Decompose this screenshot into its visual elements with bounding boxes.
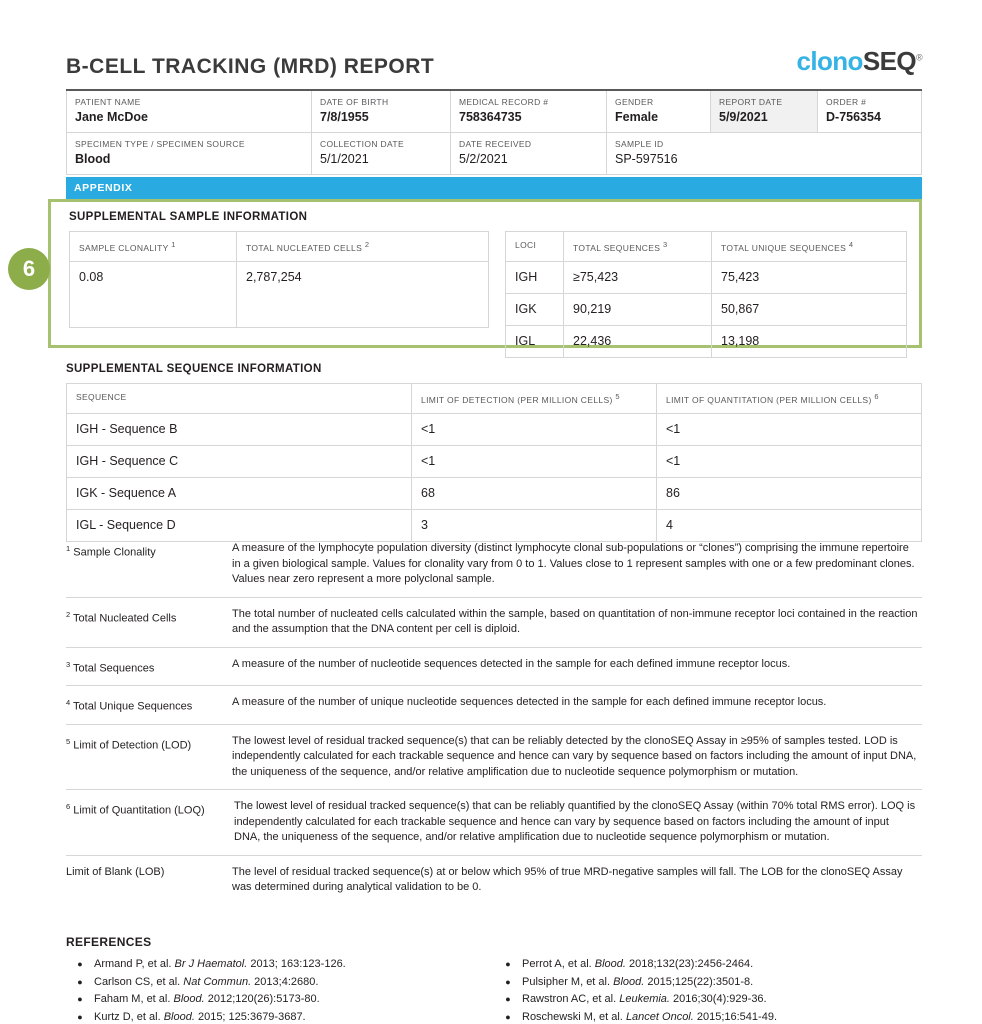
footnote-term — [66, 541, 232, 588]
reference-citation: 2013;4:2680. — [251, 975, 319, 988]
appendix-section-bar — [66, 177, 922, 199]
clonoseq-logo — [797, 46, 923, 77]
footnote-item — [66, 534, 922, 597]
references-list — [66, 956, 922, 1024]
cell-total-unique-sequences: 50,867 — [712, 293, 907, 325]
reference-journal: Blood. — [163, 1010, 195, 1023]
footnote-term — [66, 695, 232, 715]
column-header-lod — [412, 384, 657, 414]
list-item — [66, 956, 494, 974]
field-label: GENDER — [615, 97, 654, 107]
field-value: 5/1/2021 — [320, 152, 369, 166]
footnote-item — [66, 647, 922, 686]
table-row — [506, 293, 907, 325]
footnote-description: The total number of nucleated cells calculated within the sample, based on quantitation of non-immune receptor loci contained in the reaction and the assumption that the DNA content per cell is diploid. — [232, 607, 918, 635]
field-report-date — [711, 90, 818, 133]
reference-citation: 2015;16:541-49. — [693, 1010, 777, 1023]
header-text: SEQUENCE — [76, 392, 127, 402]
footnote-marker: 2 — [66, 609, 71, 619]
cell-sequence: IGH - Sequence C — [67, 445, 412, 477]
callout-badge-6: 6 — [8, 248, 50, 290]
footnote-term-text: Limit of Blank (LOB) — [66, 865, 165, 878]
footnote-marker: 1 — [171, 240, 176, 249]
cell-loq: 86 — [657, 477, 922, 509]
header-text: LOCI — [515, 240, 537, 250]
table-row — [506, 261, 907, 293]
field-order-number — [818, 90, 922, 133]
loci-table — [505, 231, 907, 358]
patient-info-table — [66, 89, 922, 175]
footnote-description: A measure of the number of unique nucleotide sequences detected in the sample for each defined immune receptor locus. — [232, 696, 827, 709]
bullet-icon: ● — [77, 994, 83, 1004]
reference-authors: Armand P, et al. — [94, 958, 172, 970]
reference-authors: Rawstron AC, et al. — [522, 993, 617, 1005]
bullet-icon: ● — [505, 994, 511, 1004]
header-text: LIMIT OF DETECTION (PER MILLION CELLS) — [421, 394, 613, 405]
reference-citation: 2015; 125:3679-3687. — [194, 1010, 306, 1023]
sample-clonality-table — [69, 231, 489, 328]
footnote-marker: 6 — [66, 802, 71, 812]
table-row — [67, 413, 922, 445]
reference-authors: Kurtz D, et al. — [94, 1010, 161, 1023]
appendix-label: APPENDIX — [74, 182, 133, 194]
field-collection-date — [312, 133, 451, 175]
footnote-term-text: Total Sequences — [73, 662, 155, 675]
cell-total-unique-sequences: 13,198 — [712, 325, 907, 357]
bullet-icon: ● — [77, 1011, 83, 1022]
footnote-item — [66, 855, 922, 905]
footnote-term — [66, 607, 232, 638]
list-item — [66, 1009, 494, 1024]
bullet-icon: ● — [505, 1011, 511, 1022]
list-item — [494, 1009, 922, 1024]
column-header-total-nucleated-cells — [237, 232, 489, 262]
cell-total-sequences: 90,219 — [564, 293, 712, 325]
column-header-sequence — [67, 384, 412, 414]
reference-journal: Blood. — [613, 975, 645, 988]
field-value: Female — [615, 110, 659, 124]
references-column-left — [66, 956, 494, 1024]
cell-sequence: IGK - Sequence A — [67, 477, 412, 509]
reference-authors: Pulsipher M, et al. — [522, 975, 611, 988]
footnote-term-text: Sample Clonality — [73, 546, 156, 559]
footnote-item — [66, 685, 922, 724]
patient-info-row-1 — [67, 90, 922, 133]
bullet-icon: ● — [505, 976, 511, 987]
column-header-loci — [506, 232, 564, 262]
table-row — [67, 477, 922, 509]
reference-text — [522, 1009, 777, 1024]
references-column-right — [494, 956, 922, 1024]
footnote-marker: 2 — [364, 240, 370, 249]
table-header-row — [70, 232, 489, 262]
column-header-sample-clonality — [70, 232, 237, 262]
table-header-row — [67, 384, 922, 414]
reference-citation: 2018;132(23):2456-2464. — [625, 958, 754, 970]
cell-lod: <1 — [412, 445, 657, 477]
footnote-term-text: Limit of Quantitation (LOQ) — [73, 804, 205, 817]
reference-authors: Roschewski M, et al. — [522, 1010, 623, 1023]
reference-text — [522, 991, 767, 1009]
reference-journal: Blood. — [173, 993, 205, 1005]
cell-sample-clonality-value: 0.08 — [70, 261, 237, 327]
field-value: SP-597516 — [615, 152, 678, 166]
column-header-loq — [657, 384, 922, 414]
cell-total-unique-sequences: 75,423 — [712, 261, 907, 293]
header-text: LIMIT OF QUANTITATION (PER MILLION CELLS) — [666, 394, 872, 405]
footnote-term — [66, 865, 232, 896]
page-title: B-CELL TRACKING (MRD) REPORT — [66, 55, 435, 78]
table-row — [506, 325, 907, 357]
field-value: 7/8/1955 — [320, 110, 369, 124]
footnote-marker: 4 — [848, 240, 854, 249]
footnote-item — [66, 597, 922, 647]
header-text: TOTAL SEQUENCES — [573, 242, 661, 253]
footnote-item — [66, 789, 922, 855]
reference-citation: 2013; 163:123-126. — [247, 958, 346, 970]
reference-journal: Br J Haematol. — [174, 958, 248, 970]
reference-text — [94, 956, 346, 974]
footnote-marker: 1 — [66, 544, 71, 553]
field-label: REPORT DATE — [719, 97, 783, 107]
cell-loci: IGK — [506, 293, 564, 325]
cell-sequence: IGL - Sequence D — [67, 509, 412, 541]
report-header — [66, 46, 922, 88]
footnote-marker: 5 — [66, 736, 71, 746]
footnote-term — [66, 734, 232, 781]
field-label: DATE RECEIVED — [459, 139, 532, 149]
list-item — [66, 991, 494, 1009]
table-row — [67, 445, 922, 477]
registered-trademark-icon: ® — [915, 52, 922, 63]
column-header-total-unique-sequences — [712, 232, 907, 262]
field-date-of-birth — [312, 90, 451, 133]
reference-text — [94, 974, 318, 992]
footnote-term — [66, 799, 234, 846]
reference-authors: Faham M, et al. — [94, 993, 171, 1005]
cell-lod: 3 — [412, 509, 657, 541]
reference-citation: 2015;125(22):3501-8. — [644, 975, 754, 988]
footnote-marker: 4 — [66, 698, 71, 708]
field-value: 758364735 — [459, 110, 522, 124]
patient-info-row-2 — [67, 133, 922, 175]
supplemental-sample-callout — [48, 199, 922, 348]
list-item — [494, 991, 922, 1009]
field-date-received — [451, 133, 607, 175]
reference-citation: 2012;120(26):5173-80. — [204, 993, 320, 1005]
cell-total-nucleated-cells-value: 2,787,254 — [237, 261, 489, 327]
reference-journal: Nat Commun. — [183, 975, 252, 988]
cell-lod: <1 — [412, 413, 657, 445]
cell-total-sequences: ≥75,423 — [564, 261, 712, 293]
footnote-description: The lowest level of residual tracked sequence(s) that can be reliably detected by the clonoSEQ Assay in ≥95% of samples tested. LOD is independently calculated for each trackable sequence and hence can vary by sequence based on factors including the amount of input DNA, the uniqueness of the sequence, and/or relative amplification due to nucleotide sequence polymorphism or mutation. — [232, 734, 917, 778]
reference-journal: Lancet Oncol. — [625, 1010, 694, 1023]
footnote-description: A measure of the number of nucleotide sequences detected in the sample for each defined immune receptor locus. — [232, 657, 791, 670]
reference-journal: Blood. — [594, 958, 626, 970]
footnote-marker: 3 — [66, 659, 71, 669]
cell-lod: 68 — [412, 477, 657, 509]
reference-text — [94, 991, 320, 1009]
cell-loci: IGH — [506, 261, 564, 293]
cell-loq: <1 — [657, 445, 922, 477]
field-medical-record — [451, 90, 607, 133]
field-patient-name — [67, 90, 312, 133]
logo-seq-text: SEQ — [862, 46, 916, 76]
reference-authors: Carlson CS, et al. — [94, 975, 181, 988]
cell-loq: <1 — [657, 413, 922, 445]
field-value: Jane McDoe — [75, 110, 148, 124]
field-label: ORDER # — [826, 97, 867, 107]
table-row — [70, 261, 489, 327]
footnote-description: The level of residual tracked sequence(s) at or below which 95% of true MRD-negative samples will fall. The LOB for the clonoSEQ Assay was determined during analytical validation to be 0. — [232, 865, 903, 894]
reference-citation: 2016;30(4):929-36. — [669, 993, 767, 1005]
footnote-term — [66, 657, 232, 677]
bullet-icon: ● — [77, 976, 83, 987]
field-value: 5/9/2021 — [719, 110, 768, 124]
list-item — [494, 956, 922, 974]
footnote-item — [66, 724, 922, 790]
field-value: D-756354 — [826, 110, 881, 124]
header-text: SAMPLE CLONALITY — [79, 242, 169, 253]
supplemental-sequence-table — [66, 383, 922, 542]
field-label: DATE OF BIRTH — [320, 97, 389, 107]
bullet-icon: ● — [77, 959, 83, 969]
footnote-term-text: Total Nucleated Cells — [73, 612, 177, 625]
bullet-icon: ● — [505, 959, 511, 969]
field-sample-id — [607, 133, 922, 175]
footnote-marker: 6 — [874, 392, 879, 401]
footnote-description: A measure of the lymphocyte population diversity (distinct lymphocyte clonal sub-populations or “clones”) comprising the immune repertoire in a given biological sample. Values for clonality vary from 0 to 1. Values close to 1 represent samples with one or a few predominant clones. Values near zero represent a more polyclonal sample. — [232, 542, 915, 585]
supplemental-sample-title: SUPPLEMENTAL SAMPLE INFORMATION — [69, 211, 308, 223]
field-label: MEDICAL RECORD # — [459, 97, 549, 107]
footnote-description: The lowest level of residual tracked sequence(s) that can be reliably quantified by the clonoSEQ Assay (within 70% total RMS error). LOQ is independently calculated for each trackable sequence and hence can vary by sequence based on factors including the amount of input DNA, the uniqueness of the sequence, and/or relative amplification due to nucleotide sequence polymorphism or mutation. — [234, 800, 916, 844]
reference-journal: Leukemia. — [619, 993, 670, 1005]
reference-authors: Perrot A, et al. — [522, 958, 592, 970]
field-gender — [607, 90, 711, 133]
references-title: REFERENCES — [66, 935, 152, 949]
footnote-definitions — [66, 534, 922, 905]
list-item — [494, 974, 922, 992]
reference-text — [522, 974, 753, 992]
footnote-term-text: Limit of Detection (LOD) — [73, 739, 192, 752]
field-label: SPECIMEN TYPE / SPECIMEN SOURCE — [75, 139, 245, 149]
header-text: TOTAL NUCLEATED CELLS — [246, 242, 363, 253]
field-label: PATIENT NAME — [75, 97, 141, 107]
table-header-row — [506, 232, 907, 262]
field-value: 5/2/2021 — [459, 152, 508, 166]
footnote-marker: 3 — [663, 240, 668, 249]
field-label: SAMPLE ID — [615, 139, 664, 149]
cell-loci: IGL — [506, 325, 564, 357]
field-specimen-type — [67, 133, 312, 175]
field-label: COLLECTION DATE — [320, 139, 404, 149]
reference-text — [522, 956, 753, 974]
cell-loq: 4 — [657, 509, 922, 541]
supplemental-sequence-title: SUPPLEMENTAL SEQUENCE INFORMATION — [66, 363, 322, 375]
column-header-total-sequences — [564, 232, 712, 262]
list-item — [66, 974, 494, 992]
logo-clono-text: clono — [796, 46, 863, 76]
reference-text — [94, 1009, 306, 1024]
cell-total-sequences: 22,436 — [564, 325, 712, 357]
header-text: TOTAL UNIQUE SEQUENCES — [721, 242, 847, 253]
cell-sequence: IGH - Sequence B — [67, 413, 412, 445]
field-value: Blood — [75, 152, 111, 166]
footnote-marker: 5 — [615, 392, 620, 401]
footnote-term-text: Total Unique Sequences — [73, 700, 193, 713]
